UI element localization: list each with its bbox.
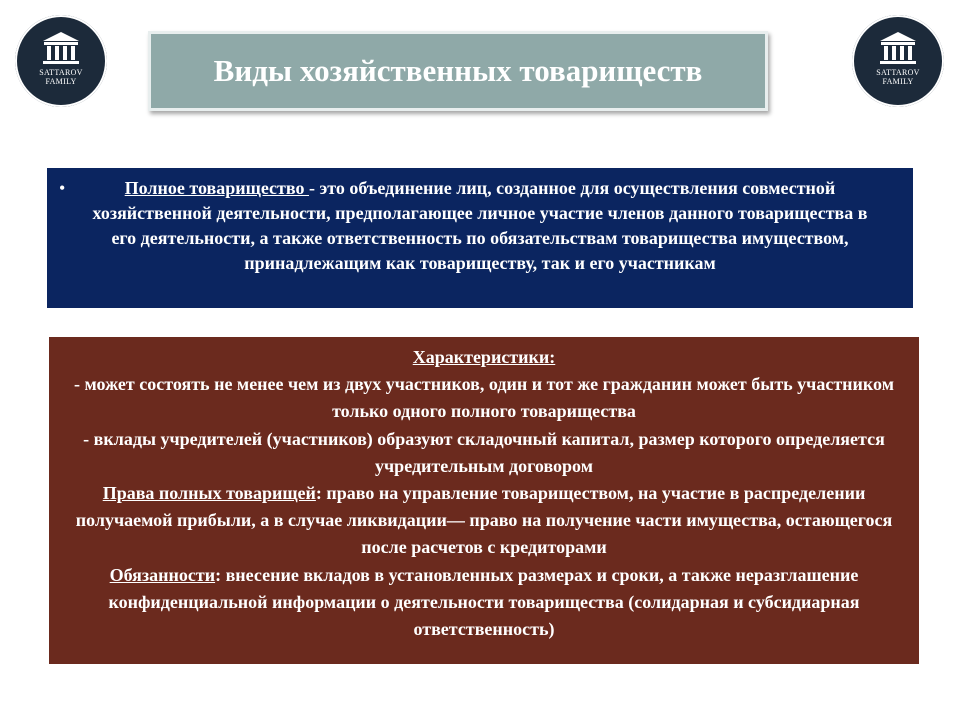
definition-text: - это объединение лиц, созданное для осуществления совместной хозяйственной деятельности, предполагающее личное участие членов данного товарищества в его деятельности, а также ответственность по обязательствам товарищества имуществом, принадлежащим как товариществу, так и его участникам xyxy=(92,178,868,273)
characteristics-box xyxy=(49,337,919,664)
temple-icon xyxy=(41,30,81,66)
definition-term: Полное товарищество xyxy=(124,178,309,198)
title-box xyxy=(148,31,768,111)
definition-text-block xyxy=(87,176,873,276)
temple-icon xyxy=(878,30,918,66)
logo-line2: FAMILY xyxy=(882,77,914,86)
rights-text: : право на управление товариществом, на участие в распределении получаемой прибыли, а в случае ликвидации— право на получение части имущества, остающегося после расчетов с кредиторами xyxy=(75,483,893,558)
logo-line1: SATTAROV xyxy=(39,68,83,77)
characteristics-heading: Характеристики: xyxy=(412,347,556,367)
duties-paragraph xyxy=(69,562,899,644)
rights-label: Права полных товарищей xyxy=(102,483,316,504)
logo-left xyxy=(15,15,107,107)
bullet: • xyxy=(59,178,66,198)
duties-text: : внесение вкладов в установленных размерах и сроки, а также неразглашение конфиденциальной информации о деятельности товарищества (солидарная и субсидиарная ответственность) xyxy=(108,564,860,640)
logo-line1: SATTAROV xyxy=(876,68,920,77)
rights-paragraph xyxy=(69,480,899,562)
characteristic-item-2: - вклады учредителей (участников) образуют складочный капитал, размер которого определяется учредительным договором xyxy=(83,428,885,476)
characteristic-item-1: - может состоять не менее чем из двух участников, один и тот же гражданин может быть участником только одного полного товарищества xyxy=(74,374,894,422)
logo-line2: FAMILY xyxy=(45,77,77,86)
duties-label: Обязанности xyxy=(109,564,216,585)
page-title: Виды хозяйственных товариществ xyxy=(213,53,703,88)
logo-right xyxy=(852,15,944,107)
definition-box xyxy=(47,168,913,308)
